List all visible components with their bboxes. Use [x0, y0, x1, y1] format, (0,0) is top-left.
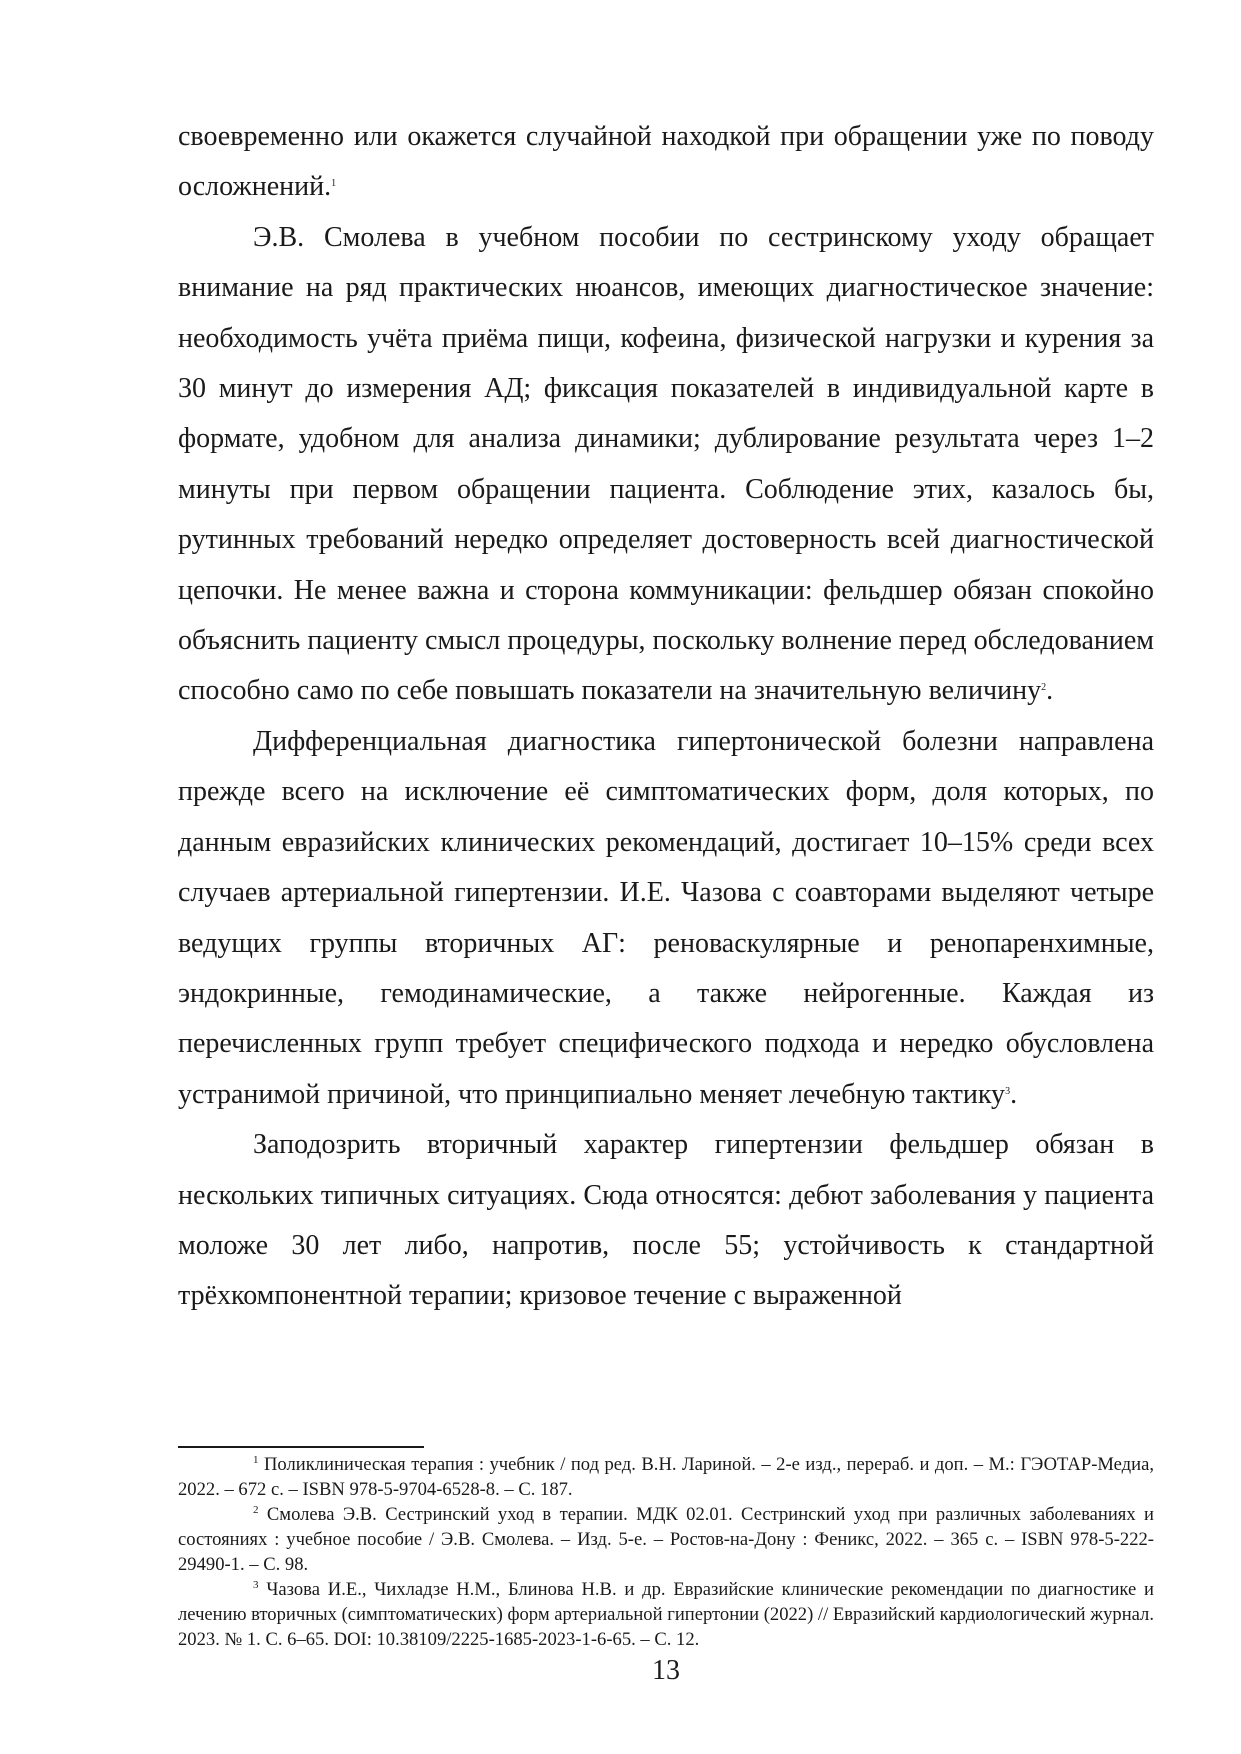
footnote-reference: 1 [331, 178, 337, 190]
footnote-text: Поликлиническая терапия : учебник / под ред. В.Н. Лариной. – 2-е изд., перераб. и доп. – М.: ГЭОТАР-Медиа, 2022. – 672 с. – ISBN 978-5-9704-6528-8. – С. 187. [178, 1454, 1154, 1500]
paragraph [178, 717, 1154, 1120]
paragraph-continuation [178, 112, 1154, 213]
footnote-number: 1 [253, 1454, 259, 1466]
footnote-reference: 2 [1041, 682, 1047, 694]
paragraph-end: . [1046, 675, 1054, 707]
footnote-separator [178, 1446, 424, 1448]
footnote-text: Чазова И.Е., Чихладзе Н.М., Блинова Н.В. и др. Евразийские клинические рекомендации по диагностике и лечению вторичных (симптоматических) форм артериальной гипертонии (2022) // Евразийский кардиологический журнал. 2023. № 1. С. 6–65. DOI: 10.38109/2225-1685-2023-1-6-65. – С. 12. [178, 1579, 1154, 1650]
paragraph-text: Заподозрить вторичный характер гипертензии фельдшер обязан в нескольких типичных ситуациях. Сюда относятся: дебют заболевания у пациента моложе 30 лет либо, напротив, после 55; устойчивость к стандартной трёхкомпонентной терапии; кризовое течение с выраженной [178, 1129, 1154, 1312]
footnote-reference: 3 [1005, 1085, 1011, 1097]
paragraph-text: своевременно или окажется случайной находкой при обращении уже по поводу осложнений. [178, 121, 1154, 203]
footnote [178, 1502, 1154, 1577]
footnote [178, 1452, 1154, 1502]
footnotes [178, 1452, 1154, 1652]
paragraph [178, 213, 1154, 717]
paragraph-text: Э.В. Смолева в учебном пособии по сестринскому уходу обращает внимание на ряд практических нюансов, имеющих диагностическое значение: необходимость учёта приёма пищи, кофеина, физической нагрузки и курения за 30 минут до измерения АД; фиксация показателей в индивидуальной карте в формате, удобном для анализа динамики; дублирование результата через 1–2 минуты при первом обращении пациента. Соблюдение этих, казалось бы, рутинных требований нередко определяет достоверность всей диагностической цепочки. Не менее важна и сторона коммуникации: фельдшер обязан спокойно объяснить пациенту смысл процедуры, поскольку волнение перед обследованием способно само по себе повышать показатели на значительную величину [178, 221, 1154, 707]
footnote-text: Смолева Э.В. Сестринский уход в терапии. МДК 02.01. Сестринский уход при различных заболеваниях и состояниях : учебное пособие / Э.В. Смолева. – Изд. 5-е. – Ростов-на-Дону : Феникс, 2022. – 365 с. – ISBN 978-5-222-29490-1. – С. 98. [178, 1504, 1155, 1575]
paragraph-text: Дифференциальная диагностика гипертонической болезни направлена прежде всего на исключение её симптоматических форм, доля которых, по данным евразийских клинических рекомендаций, достигает 10–15% среди всех случаев артериальной гипертензии. И.Е. Чазова с соавторами выделяют четыре ведущих группы вторичных АГ: реноваскулярные и ренопаренхимные, эндокринные, гемодинамические, а также нейрогенные. Каждая из перечисленных групп требует специфического подхода и нередко обусловлена устранимой причиной, что принципиально меняет лечебную тактику [178, 725, 1154, 1110]
footnote-number: 3 [253, 1579, 259, 1591]
paragraph-end: . [1010, 1078, 1018, 1110]
page-number: 13 [652, 1655, 680, 1686]
main-text [178, 112, 1154, 1322]
footnote-number: 2 [253, 1504, 259, 1516]
paragraph [178, 1120, 1154, 1322]
footnote [178, 1577, 1154, 1652]
